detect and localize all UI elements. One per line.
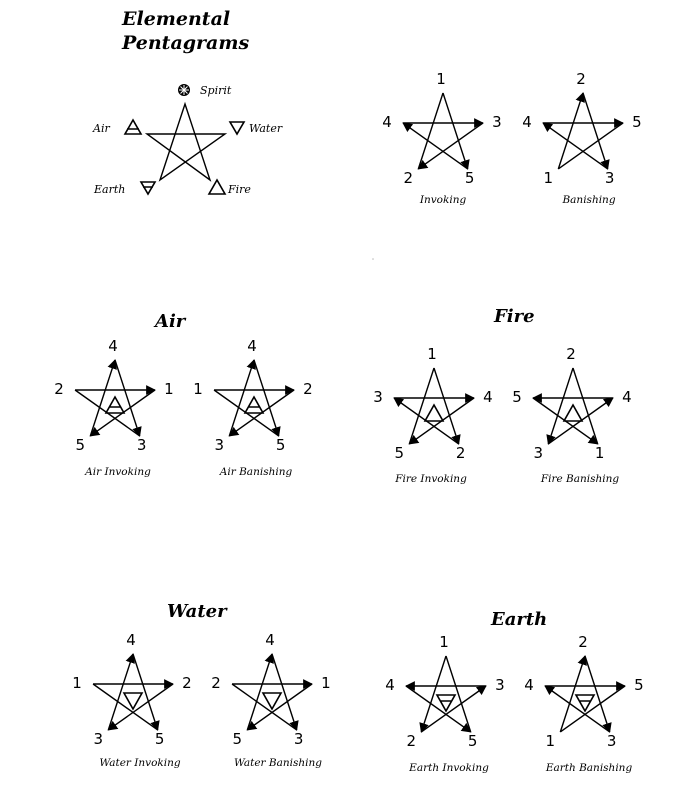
vertex-number: 1 — [427, 345, 437, 363]
pentagram-caption: Invoking — [419, 194, 467, 206]
pentagram-stroke — [443, 93, 468, 169]
fire-label: Fire — [228, 183, 251, 196]
pentagram-stroke — [583, 93, 608, 169]
vertex-number: 1 — [594, 443, 605, 462]
pentagram-stroke — [421, 656, 446, 732]
pentagram-air-banishing — [193, 337, 312, 478]
page-title-line2: Pentagrams — [122, 32, 250, 54]
air-triangle-icon — [245, 397, 263, 413]
vertex-number: 2 — [578, 633, 588, 651]
vertex-number: 2 — [303, 380, 313, 398]
vertex-number: 5 — [467, 731, 478, 750]
pentagram-stroke — [558, 123, 623, 169]
pentagram-stroke — [434, 368, 459, 444]
vertex-number: 3 — [606, 731, 617, 750]
vertex-number: 5 — [232, 729, 243, 748]
vertex-number: 2 — [54, 380, 64, 398]
pentagram-caption: Fire Invoking — [395, 473, 467, 485]
earth-triangle-icon — [576, 695, 594, 711]
air-triangle-icon — [106, 397, 124, 413]
vertex-number: 4 — [247, 337, 257, 355]
vertex-number: 4 — [265, 631, 275, 649]
pentagram-stroke — [409, 368, 434, 444]
vertex-number: 3 — [93, 729, 104, 748]
fire-triangle-icon — [209, 180, 225, 194]
water-label: Water — [249, 122, 283, 135]
spirit-label: Spirit — [200, 84, 232, 97]
pentagram-stroke — [93, 684, 158, 730]
vertex-number: 5 — [512, 388, 522, 406]
water-triangle-icon — [263, 693, 281, 709]
vertex-number: 2 — [455, 443, 466, 462]
vertex-number: 4 — [126, 631, 136, 649]
vertex-number: 5 — [464, 168, 475, 187]
pentagram-fire-invoking — [373, 345, 492, 485]
air-triangle-icon — [125, 120, 141, 134]
vertex-number: 4 — [385, 676, 395, 694]
pentagram-stroke — [585, 656, 610, 732]
vertex-number: 3 — [373, 388, 383, 406]
vertex-number: 3 — [492, 113, 502, 131]
vertex-number: 3 — [136, 435, 147, 454]
pentagram-fire-banishing — [512, 345, 631, 485]
vertex-number: 3 — [533, 443, 544, 462]
vertex-number: 4 — [522, 113, 532, 131]
pentagram-earth-banishing — [524, 633, 643, 774]
pentagram-stroke — [421, 686, 486, 732]
fire-triangle-icon — [425, 405, 443, 421]
key-pentagram — [92, 84, 283, 196]
vertex-number: 1 — [543, 168, 554, 187]
pentagram-water-banishing — [211, 631, 330, 769]
vertex-number: 5 — [632, 113, 642, 131]
pentagram-spirit-banishing — [522, 70, 641, 206]
pentagram-caption: Banishing — [562, 194, 616, 206]
pentagram-groups — [54, 70, 643, 774]
vertex-number: 2 — [403, 168, 414, 187]
pentagram-caption: Water Invoking — [99, 757, 181, 769]
pentagram-stroke — [272, 654, 297, 730]
earth-triangle-icon — [437, 695, 455, 711]
vertex-number: 4 — [382, 113, 392, 131]
vertex-number: 2 — [566, 345, 576, 363]
vertex-number: 4 — [622, 388, 632, 406]
pentagram-air-invoking — [54, 337, 173, 478]
pentagram-stroke — [108, 654, 133, 730]
pentagram-stroke — [406, 686, 471, 732]
pentagram-caption: Fire Banishing — [540, 473, 620, 485]
vertex-number: 2 — [406, 731, 417, 750]
vertex-number: 1 — [164, 380, 174, 398]
pentagram-spirit-invoking — [382, 70, 501, 206]
pentagram-stroke — [254, 360, 279, 436]
pentagram-stroke — [548, 368, 573, 444]
pentagram-earth-invoking — [385, 633, 504, 774]
pentagram-stroke — [560, 656, 585, 732]
pentagram-caption: Earth Invoking — [409, 762, 489, 774]
pentagram-stroke — [247, 654, 272, 730]
pentagram-stroke — [545, 686, 610, 732]
vertex-number: 3 — [293, 729, 304, 748]
vertex-number: 5 — [275, 435, 286, 454]
vertex-number: 3 — [495, 676, 505, 694]
earth-heading: Earth — [491, 609, 548, 630]
pentagram-water-invoking — [72, 631, 191, 769]
pentagram-stroke — [558, 93, 583, 169]
pentagram-stroke — [418, 123, 483, 169]
air-heading: Air — [155, 311, 186, 332]
vertex-number: 5 — [154, 729, 165, 748]
pentagram-caption: Earth Banishing — [545, 762, 633, 774]
vertex-number: 1 — [321, 674, 331, 692]
air-label: Air — [93, 122, 110, 135]
pentagram-caption: Air Invoking — [85, 466, 151, 478]
pentagram-stroke — [446, 656, 471, 732]
vertex-number: 4 — [483, 388, 493, 406]
pentagram-stroke — [133, 654, 158, 730]
vertex-number: 3 — [604, 168, 615, 187]
pentagram-stroke — [543, 123, 608, 169]
vertex-number: 2 — [211, 674, 221, 692]
vertex-number: 5 — [75, 435, 86, 454]
pentagram-stroke — [108, 684, 173, 730]
fire-heading: Fire — [494, 306, 535, 327]
vertex-number: 5 — [394, 443, 405, 462]
vertex-number: 2 — [182, 674, 192, 692]
pentagram-stroke — [232, 684, 297, 730]
key-star — [147, 104, 225, 180]
vertex-number: 2 — [576, 70, 586, 88]
water-triangle-icon — [230, 122, 244, 134]
earth-triangle-icon — [141, 182, 155, 194]
spirit-wheel-icon — [178, 84, 190, 96]
pentagram-stroke — [403, 123, 468, 169]
vertex-number: 1 — [72, 674, 82, 692]
water-heading: Water — [167, 601, 227, 622]
vertex-number: 1 — [439, 633, 449, 651]
pentagram-stroke — [418, 93, 443, 169]
pentagram-stroke — [573, 368, 598, 444]
vertex-number: 5 — [634, 676, 644, 694]
fire-triangle-icon — [564, 405, 582, 421]
pentagram-stroke — [90, 360, 115, 436]
vertex-number: 4 — [524, 676, 534, 694]
water-triangle-icon — [124, 693, 142, 709]
vertex-number: 4 — [108, 337, 118, 355]
earth-label: Earth — [94, 183, 126, 196]
pentagram-stroke — [229, 360, 254, 436]
page-title-line1: Elemental — [122, 8, 231, 30]
vertex-number: 1 — [193, 380, 203, 398]
pentagram-caption: Water Banishing — [233, 757, 323, 769]
stray-dot — [372, 258, 374, 260]
pentagram-stroke — [115, 360, 140, 436]
vertex-number: 1 — [545, 731, 556, 750]
pentagram-stroke — [560, 686, 625, 732]
pentagram-stroke — [247, 684, 312, 730]
pentagram-caption: Air Banishing — [219, 466, 293, 478]
vertex-number: 1 — [436, 70, 446, 88]
vertex-number: 3 — [214, 435, 225, 454]
